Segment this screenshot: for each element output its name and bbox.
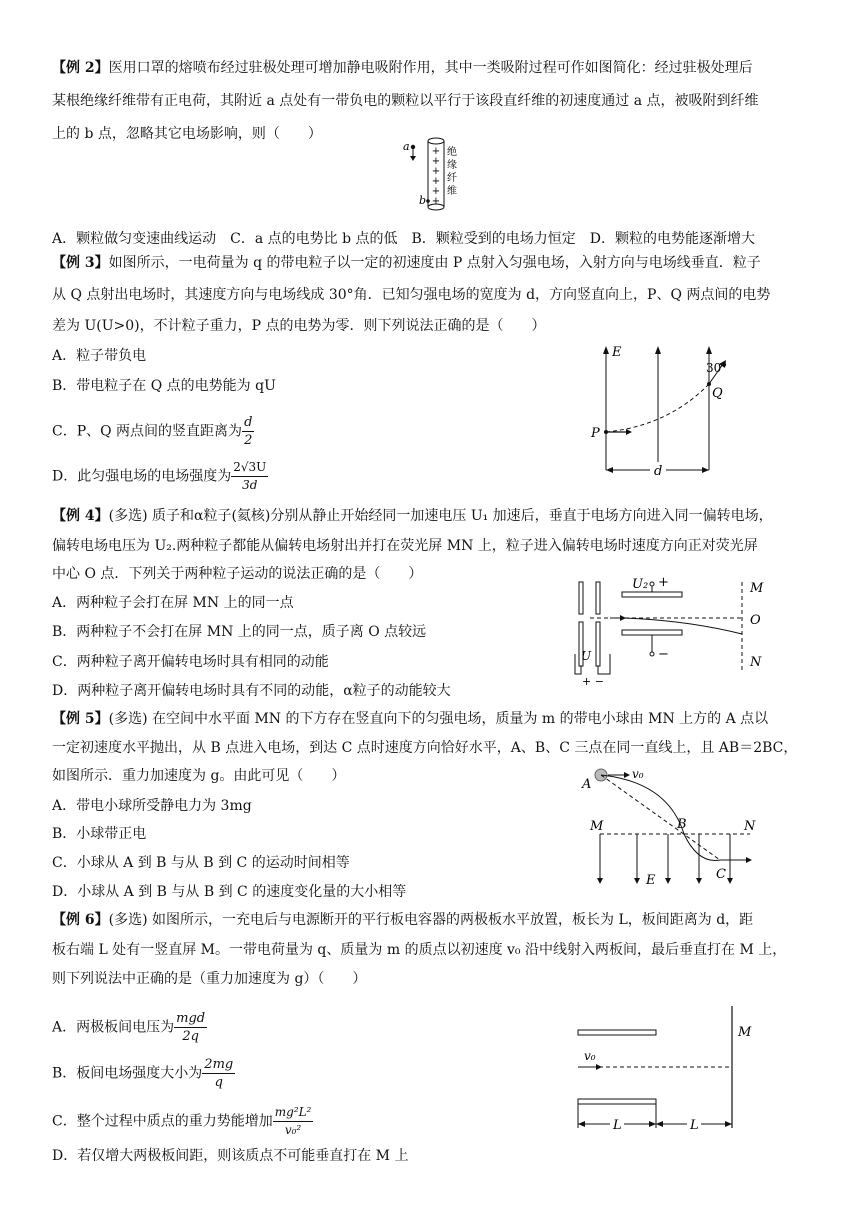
ex3-option-a: A．粒子带负电 [52, 348, 147, 364]
ex5-option-a: A．带电小球所受静电力为 3mg [52, 798, 252, 814]
ex6-option-b: B．板间电场强度大小为 $\frac{2mg}{q}$ [52, 1057, 234, 1090]
svg-text:纤: 纤 [447, 173, 457, 184]
ex4-line2: 偏转电场电压为 U₂.两种粒子都能从偏转电场射出并打在荧光屏 MN 上，粒子进入偏转电场时速度方向正对荧光屏 [52, 538, 758, 554]
point-a-label: a [403, 140, 410, 153]
svg-text:+: + [431, 166, 441, 177]
particle-a [411, 145, 415, 149]
ex6-option-d: D．若仅增大两极板间距，则该质点不可能垂直打在 M 上 [52, 1148, 409, 1164]
ex4-deflection-figure [570, 574, 770, 686]
ex5-line3: 如图所示．重力加速度为 g。由此可见（ ） [52, 768, 346, 784]
field-lines [606, 352, 709, 470]
ex2-line1: 【例 2】医用口罩的熔喷布经过驻极处理可增加静电吸附作用，其中一类吸附过程可作如图简化：经过驻极处理后 [52, 60, 753, 76]
point-B-label: B [677, 817, 687, 832]
voltage-U-label: U [581, 649, 592, 663]
lower-plate [622, 630, 682, 635]
ex5-option-c: C．小球从 A 到 B 与从 B 到 C 的运动时间相等 [52, 855, 350, 871]
ex6-capacitor-figure [570, 1002, 780, 1132]
polarity-label: + − [582, 675, 604, 686]
svg-text:+: + [431, 176, 441, 187]
velocity-v0-label: v₀ [584, 1049, 596, 1063]
ex5-option-b: B．小球带正电 [52, 826, 147, 842]
ex3-title: 【例 3】 [52, 255, 109, 271]
ex6-option-a: A．两极板间电压为 mgd 2q [52, 1011, 206, 1044]
ex5-option-d: D．小球从 A 到 B 与从 B 到 C 的速度变化量的大小相等 [52, 884, 407, 900]
ex4-option-a: A．两种粒子会打在屏 MN 上的同一点 [52, 595, 294, 611]
width-d-label: d [654, 464, 663, 479]
screen-M-label: M [738, 1025, 752, 1040]
fiber-top [428, 138, 444, 144]
screen-distance-L-label: L [690, 1118, 699, 1132]
screen-O-label: O [750, 613, 761, 628]
ex2-options: A．颗粒做匀变速曲线运动 C．a 点的电势比 b 点的低 B．颗粒受到的电场力恒定 D．颗粒的电势能逐渐增大 [52, 231, 755, 247]
field-E-label: E [646, 873, 656, 888]
point-Q-label: Q [712, 386, 723, 401]
svg-text:+: + [431, 146, 441, 157]
ex6-line3: 则下列说法中正确的是（重力加速度为 g）（ ） [52, 971, 367, 987]
voltage-U2-label: U₂ [632, 577, 649, 592]
upper-plate [622, 592, 682, 597]
line-ABC [601, 775, 720, 860]
ex4-title: 【例 4】 [52, 508, 109, 524]
ex4-option-d: D．两种粒子离开偏转电场时具有不同的动能，α粒子的动能较大 [52, 683, 451, 699]
ex5-line2: 一定初速度水平抛出，从 B 点进入电场，到达 C 点时速度方向恰好水平，A、B、C 三点在同一直线上，且 AB＝2BC， [52, 740, 798, 756]
svg-text:+: + [431, 196, 441, 207]
point-A-label: A [582, 777, 592, 792]
ex3-option-d: D．此匀强电场的电场强度为 $\frac{2√3U}{3d}$ [52, 460, 267, 492]
ex4-option-c: C．两种粒子离开偏转电场时具有相同的动能 [52, 654, 329, 670]
ex3-option-c: C．P、Q 两点间的竖直距离为 $\frac{d}{2}$ [52, 415, 253, 448]
ex2-fiber-figure [395, 134, 475, 216]
ex6-line2: 板右端 L 处有一竖直屏 M。一带电荷量为 q、质量为 m 的质点以初速度 v₀ 沿中线射入两板间，最后垂直打在 M 上， [52, 942, 787, 958]
plate-length-L-label: L [613, 1118, 622, 1132]
point-P-label: P [591, 426, 600, 441]
svg-text:绝: 绝 [447, 147, 457, 158]
ex4-option-b: B．两种粒子不会打在屏 MN 上的同一点，质子离 O 点较远 [52, 624, 427, 640]
angle-label: 30° [706, 361, 728, 375]
ex5-projectile-figure [578, 764, 768, 888]
ex3-line1: 【例 3】如图所示，一电荷量为 q 的带电粒子以一定的初速度由 P 点射入匀强电场，入射方向与电场线垂直．粒子 [52, 255, 761, 271]
ex4-line1: 【例 4】(多选) 质子和α粒子(氦核)分别从静止开始经同一加速电压 U₁ 加速后，垂直于电场方向进入同一偏转电场， [52, 508, 773, 524]
point-C-label: C [716, 867, 726, 882]
ex2-line2: 某根绝缘纤维带有正电荷，其附近 a 点处有一带负电的颗粒以平行于该段直纤维的初速度通过 a 点，被吸附到纤维 [52, 93, 759, 109]
svg-text:+: + [431, 186, 441, 197]
lower-plate [578, 1099, 656, 1104]
ex5-title: 【例 5】 [52, 711, 109, 727]
ex5-line1: 【例 5】(多选) 在空间中水平面 MN 的下方存在竖直向下的匀强电场，质量为 m 的带电小球由 MN 上方的 A 点以 [52, 711, 769, 727]
ex3-line3: 差为 U(U>0)，不计粒子重力，P 点的电势为零．则下列说法正确的是（ ） [52, 318, 546, 334]
upper-plate [578, 1030, 656, 1035]
ex3-option-b: B．带电粒子在 Q 点的电势能为 qU [52, 378, 276, 394]
ex3-field-figure [588, 342, 738, 482]
ex2-title: 【例 2】 [52, 60, 109, 76]
screen-M-label: M [750, 581, 764, 596]
fiber-label [447, 146, 457, 197]
ex6-title: 【例 6】 [52, 912, 109, 928]
velocity-v0-label: v₀ [632, 767, 644, 781]
ex3-line2: 从 Q 点射出电场时，其速度方向与电场线成 30°角．已知匀强电场的宽度为 d，方向竖直向上，P、Q 两点间的电势 [52, 287, 771, 303]
boundary-M-label: M [590, 819, 604, 834]
fiber-charges [432, 146, 440, 207]
ex2-line3: 上的 b 点，忽略其它电场影响，则（ ） [52, 126, 322, 142]
plus-sign: + [658, 575, 669, 590]
ex6-option-c: C．整个过程中质点的重力势能增加 $\frac{\text{mg²L²}}{\text{v₀²}}$ [52, 1105, 312, 1137]
screen-N-label: N [750, 655, 762, 670]
field-E-label: E [612, 345, 622, 360]
field-arrows [600, 834, 730, 880]
ex4-line3: 中心 O 点．下列关于两种粒子运动的说法正确的是（ ） [52, 566, 423, 582]
ex6-line1: 【例 6】(多选) 如图所示，一充电后与电源断开的平行板电容器的两极板水平放置，板长为 L，板间距离为 d，距 [52, 912, 754, 928]
point-b-label: b [419, 194, 427, 207]
svg-text:缘: 缘 [447, 160, 457, 171]
boundary-N-label: N [744, 819, 756, 834]
minus-sign: − [658, 647, 669, 662]
svg-text:+: + [431, 156, 441, 167]
svg-text:维: 维 [447, 186, 457, 197]
